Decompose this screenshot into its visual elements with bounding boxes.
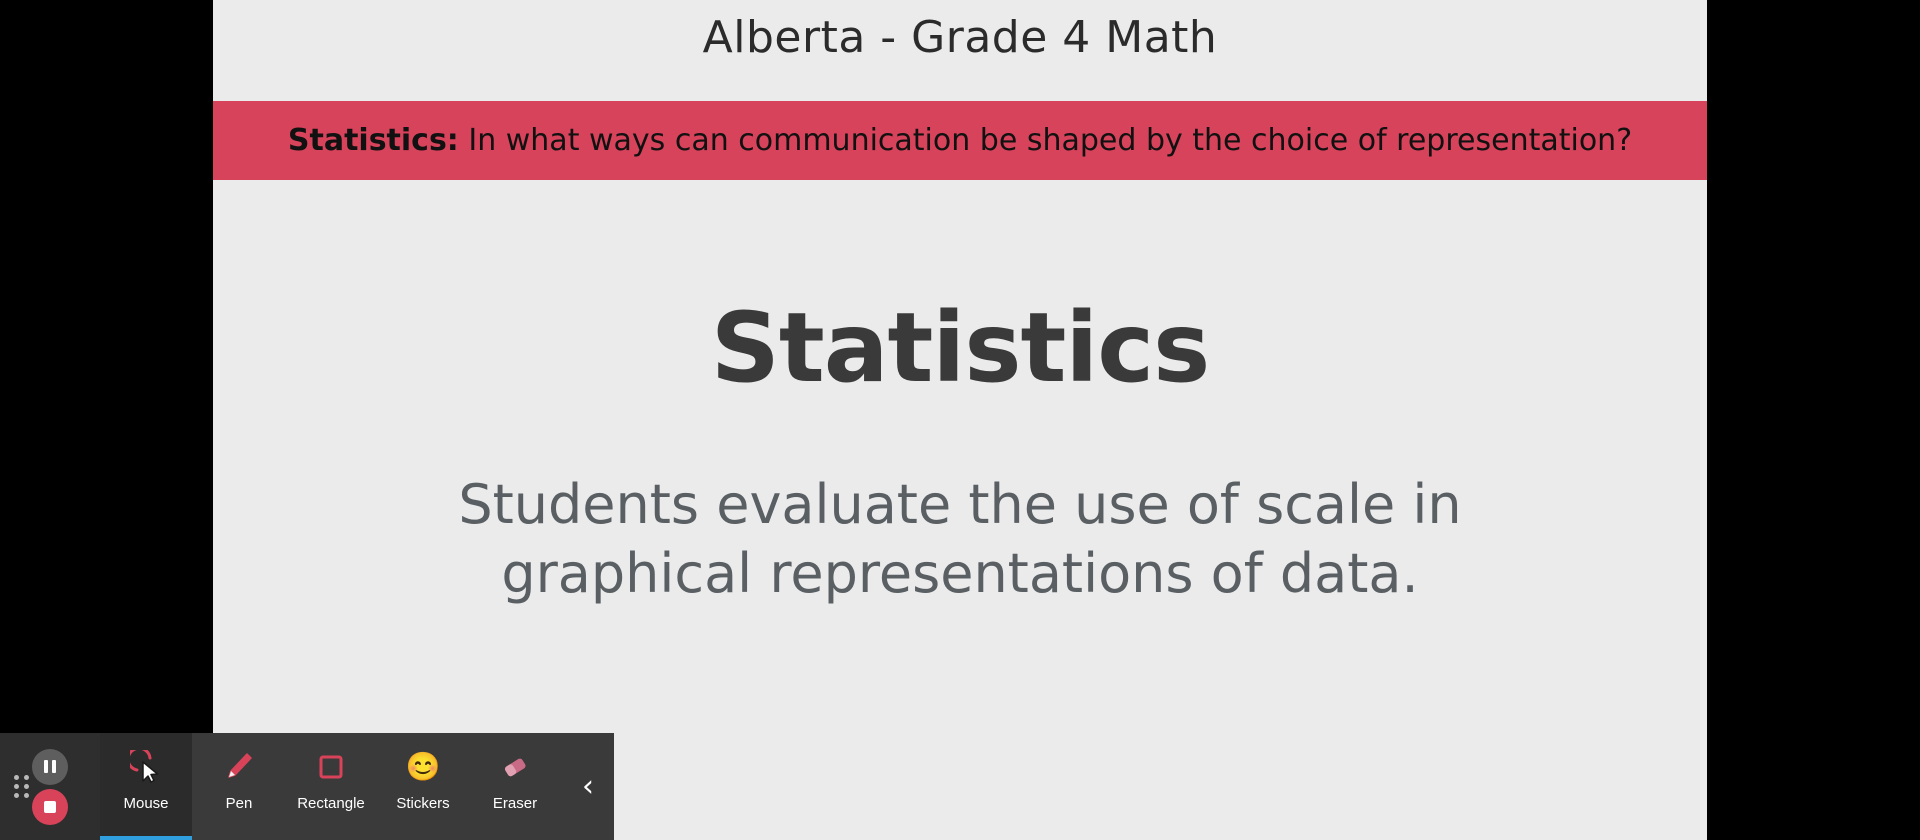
drag-handle-icon[interactable] <box>12 770 30 804</box>
recorder-controls[interactable] <box>0 733 100 840</box>
tool-strip <box>100 733 562 840</box>
rectangle-icon <box>317 747 345 787</box>
page-title: Alberta - Grade 4 Math <box>702 12 1218 63</box>
tool-mouse[interactable] <box>100 733 192 840</box>
slide-heading: Statistics <box>710 292 1210 404</box>
recorder-buttons <box>32 749 68 825</box>
presentation-slide[interactable] <box>213 0 1707 840</box>
tool-eraser-label: Eraser <box>492 795 538 812</box>
chevron-left-icon: ‹ <box>582 768 594 804</box>
tool-stickers-label: Stickers <box>396 795 450 812</box>
smiley-icon: 😊 <box>405 751 441 782</box>
eraser-icon <box>499 747 531 787</box>
stop-icon <box>44 801 56 813</box>
slide-body-text: Students evaluate the use of scale in graphical representations of data. <box>458 473 1462 606</box>
annotation-toolbar[interactable] <box>0 733 614 840</box>
tool-pen[interactable] <box>193 733 285 840</box>
banner-question: In what ways can communication be shaped by the choice of representation? <box>468 123 1633 158</box>
pause-button[interactable] <box>32 749 68 785</box>
tool-rectangle[interactable] <box>285 733 377 840</box>
pen-icon <box>224 747 254 787</box>
stop-button[interactable] <box>32 789 68 825</box>
tool-eraser[interactable] <box>469 733 561 840</box>
tool-mouse-label: Mouse <box>123 795 169 812</box>
cursor-icon <box>130 747 162 787</box>
tool-rectangle-label: Rectangle <box>297 795 365 812</box>
tool-stickers[interactable] <box>377 733 469 840</box>
banner-text <box>288 123 1632 158</box>
banner-label: Statistics: <box>287 123 459 158</box>
tool-pen-label: Pen <box>225 795 253 812</box>
collapse-toolbar-button[interactable] <box>562 733 614 840</box>
pause-icon <box>44 760 56 773</box>
status-banner <box>213 101 1707 180</box>
